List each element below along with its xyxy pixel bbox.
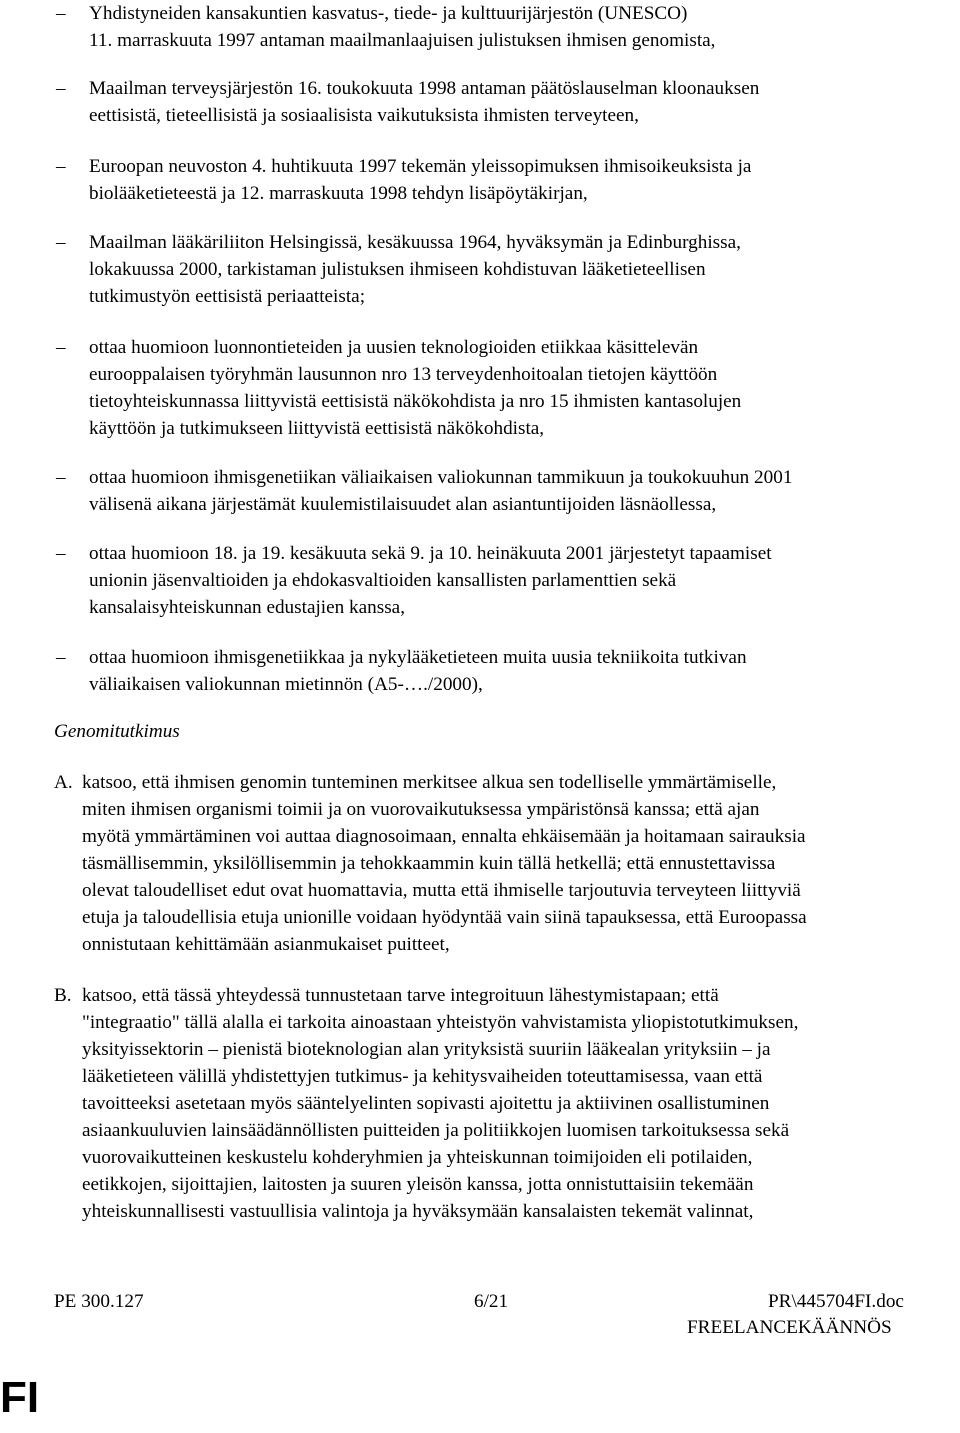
list-item-line: eurooppalaisen työryhmän lausunnon nro 13 terveydenhoitoalan tietojen käyttöön <box>89 364 718 385</box>
translator-label: FREELANCEKÄÄNNÖS <box>687 1317 892 1338</box>
recital-line: olevat taloudelliset edut ovat huomattavia, mutta että ihmiselle tarjoutuvia terveyteen liittyviä <box>82 880 801 901</box>
recital-line: onnistutaan kehittämään asianmukaiset puitteet, <box>82 934 450 955</box>
dash-bullet: – <box>56 232 66 253</box>
recital-line: yksityissektorin – pienistä bioteknologian alan yrityksistä suuriin lääkealan yrityksiin – ja <box>82 1039 771 1060</box>
list-item-line: kansalaisyhteiskunnan edustajien kanssa, <box>89 597 405 618</box>
list-item-line: käyttöön ja tutkimukseen liittyvistä eettisistä näkökohdista, <box>89 418 545 439</box>
list-item-line: eettisistä, tieteellisistä ja sosiaalisista vaikutuksista ihmisten terveyteen, <box>89 105 639 126</box>
recital-line: etuja ja taloudellisia etuja unionille voidaan hyödyntää vain siinä tapauksessa, että Euroopassa <box>82 907 807 928</box>
list-item-line: ottaa huomioon 18. ja 19. kesäkuuta sekä 9. ja 10. heinäkuuta 2001 järjestetyt tapaamiset <box>89 543 772 564</box>
recital-line: vuorovaikutteinen keskustelu kohderyhmien ja yhteiskunnan toimijoiden eli potilaiden, <box>82 1147 753 1168</box>
recital-line: lääketieteen välillä yhdistettyjen tutkimus- ja kehitysvaiheiden toteuttamisessa, vaan että <box>82 1066 763 1087</box>
recital-line: tavoitteeksi asetetaan myös sääntelyelinten sopivasti ajoitettu ja aktiivinen osallistuminen <box>82 1093 770 1114</box>
list-item-line: lokakuussa 2000, tarkistaman julistuksen ihmiseen kohdistuvan lääketieteellisen <box>89 259 706 280</box>
recital-line: asiaankuuluvien lainsäädännöllisten puitteiden ja politiikkojen luomisen tarkoituksessa sekä <box>82 1120 790 1141</box>
dash-bullet: – <box>56 543 66 564</box>
list-item-line: Maailman terveysjärjestön 16. toukokuuta 1998 antaman päätöslauselman kloonauksen <box>89 78 760 99</box>
file-name: PR\445704FI.doc <box>768 1291 904 1312</box>
recital-b <box>54 985 934 1230</box>
list-item-line: ottaa huomioon ihmisgenetiikkaa ja nykylääketieteen muita uusia tekniikoita tutkivan <box>89 647 747 668</box>
recital-letter: B. <box>54 985 72 1006</box>
list-item-line: biolääketieteestä ja 12. marraskuuta 1998 tehdyn lisäpöytäkirjan, <box>89 183 588 204</box>
dash-bullet: – <box>56 3 66 24</box>
list-item-line: välisenä aikana järjestämät kuulemistilaisuudet alan asiantuntijoiden läsnäollessa, <box>89 494 717 515</box>
section-heading: Genomitutkimus <box>54 721 180 742</box>
list-item-line: tutkimustyön eettisistä periaatteista; <box>89 286 366 307</box>
dash-bullet: – <box>56 156 66 177</box>
dash-bullet: – <box>56 467 66 488</box>
recital-line: yhteiskunnallisesti vastuullisia valintoja ja hyväksymään kansalaisten tekemät valinnat, <box>82 1201 754 1222</box>
page-number: 6/21 <box>474 1291 509 1312</box>
list-item-line: Yhdistyneiden kansakuntien kasvatus-, tiede- ja kulttuurijärjestön (UNESCO) <box>89 3 688 24</box>
recital-line: miten ihmisen organismi toimii ja on vuorovaikutuksessa ympäristönsä kanssa; että ajan <box>82 799 760 820</box>
list-item-line: Maailman lääkäriliiton Helsingissä, kesäkuussa 1964, hyväksymän ja Edinburghissa, <box>89 232 741 253</box>
recital-a <box>54 772 934 962</box>
recital-line: katsoo, että tässä yhteydessä tunnustetaan tarve integroituun lähestymistapaan; että <box>82 985 719 1006</box>
list-item-line: Euroopan neuvoston 4. huhtikuuta 1997 tekemän yleissopimuksen ihmisoikeuksista ja <box>89 156 752 177</box>
recital-line: myötä ymmärtäminen voi auttaa diagnosoimaan, ennalta ehkäisemään ja hoitamaan sairauksia <box>82 826 806 847</box>
dash-bullet: – <box>56 78 66 99</box>
list-item-line: tietoyhteiskunnassa liittyvistä eettisistä näkökohdista ja nro 15 ihmisten kantasolujen <box>89 391 742 412</box>
list-item-line: unionin jäsenvaltioiden ja ehdokasvaltioiden kansallisten parlamenttien sekä <box>89 570 677 591</box>
document-reference: PE 300.127 <box>54 1291 144 1312</box>
dash-bullet: – <box>56 647 66 668</box>
recital-line: katsoo, että ihmisen genomin tunteminen merkitsee alkua sen todelliselle ymmärtämiselle, <box>82 772 777 793</box>
list-item-line: ottaa huomioon luonnontieteiden ja uusien teknologioiden etiikkaa käsittelevän <box>89 337 699 358</box>
recital-line: "integraatio" tällä alalla ei tarkoita ainoastaan yhteistyön vahvistamista yliopistotutkimuksen, <box>82 1012 799 1033</box>
list-item-line: ottaa huomioon ihmisgenetiikan väliaikaisen valiokunnan tammikuun ja toukokuuhun 2001 <box>89 467 793 488</box>
recital-letter: A. <box>54 772 73 793</box>
list-item-line: 11. marraskuuta 1997 antaman maailmanlaajuisen julistuksen ihmisen genomista, <box>89 30 716 51</box>
list-item-line: väliaikaisen valiokunnan mietinnön (A5-…./2000), <box>89 674 483 695</box>
recital-line: täsmällisemmin, yksilöllisemmin ja tehokkaammin kuin tällä hetkellä; että ennustettavissa <box>82 853 776 874</box>
language-code: FI <box>0 1373 40 1422</box>
dash-bullet: – <box>56 337 66 358</box>
recital-line: eetikkojen, sijoittajien, laitosten ja suuren yleisön kanssa, jotta onnistuttaisiin tekemään <box>82 1174 754 1195</box>
